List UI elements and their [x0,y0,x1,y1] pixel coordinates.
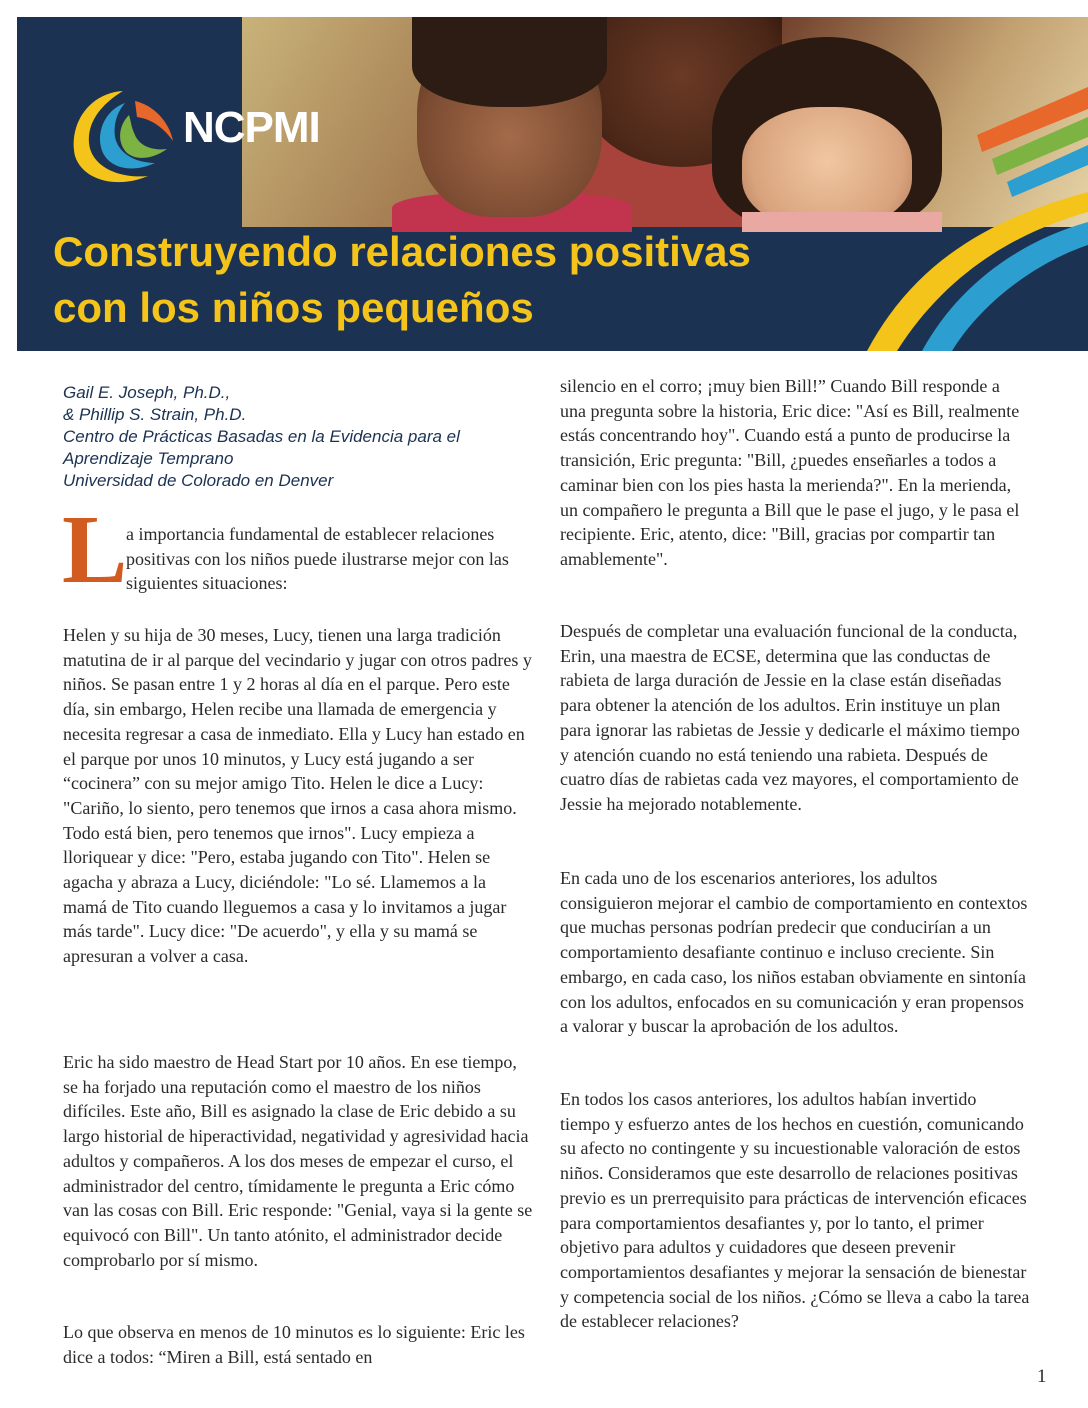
body-paragraph: En todos los casos anteriores, los adultos habían invertido tiempo y esfuerzo antes de los hechos en cuestión, comunicando su afecto no contingente y su incuestionable valoración de estos niños. Consideramos que este desarrollo de relaciones positivas previo es un prerrequisito para prácticas de intervención eficaces para comportamientos desafiantes y, por lo tanto, el primer objetivo para adultos y cuidadores que deseen prevenir comportamientos desafiantes y mejorar la sensación de bienestar y competencia social de los niños. ¿Cómo se lleva a cabo la tarea de establecer relaciones? [560,1089,1030,1332]
author-affiliation: Centro de Prácticas Basadas en la Evidencia para el [63,427,460,446]
intro-paragraph: a importancia fundamental de establecer relaciones positivas con los niños puede ilustrarse mejor con las siguientes situaciones: [126,524,509,594]
author-line: & Phillip S. Strain, Ph.D. [63,405,247,424]
ncpmi-logo-swirl-icon [63,81,183,191]
ncpmi-logo [63,81,353,191]
body-paragraph: silencio en el corro; ¡muy bien Bill!” Cuando Bill responde a una pregunta sobre la historia, Eric dice: "Así es Bill, realmente estás concentrando hoy". Cuando está a punto de producirse la transición, Eric pregunta: "Bill, ¿puedes enseñarles a todos a caminar bien con los pies hasta la merienda?". En la merienda, un compañero le pregunta a Bill que le pase el jugo, y le pasa el recipiente. Eric, atento, dice: "Bill, gracias por compartir tan amablemente". [560,376,1020,569]
author-affiliation: Aprendizaje Temprano [63,449,234,468]
page-title [53,224,873,336]
author-line: Gail E. Joseph, Ph.D., [63,383,231,402]
body-paragraph: En cada uno de los escenarios anteriores, los adultos consiguieron mejorar el cambio de comportamiento en contextos que muchas personas podrían predecir que conducirían a un comportamiento desafiante continuo e incluso creciente. Sin embargo, en cada caso, los niños estaban obviamente en sintonía con los adultos, enfocados en su comunicación y eran propensos a valorar y buscar la aprobación de los adultos. [560,868,1028,1037]
body-paragraph: Helen y su hija de 30 meses, Lucy, tienen una larga tradición matutina de ir al parque del vecindario y jugar con otros padres y niños. Se pasan entre 1 y 2 horas al día en el parque. Pero este día, sin embargo, Helen recibe una llamada de emergencia y necesita regresar a casa de inmediato. Ella y Lucy han estado en el parque por unos 10 minutos, y Lucy está jugando a ser “cocinera” con su mejor amigo Tito. Helen le dice a Lucy: "Cariño, lo siento, pero tenemos que irnos a casa ahora mismo. Todo está bien, pero tenemos que irnos". Lucy empieza a lloriquear y dice: "Pero, estaba jugando con Tito". Helen se agacha y abraza a Lucy, diciéndole: "Lo sé. Llamemos a la mamá de Tito cuando lleguemos a casa y lo invitamos a jugar más tarde". Lucy dice: "De acuerdo", y ella y su mamá se apresuran a volver a casa. [63,625,532,967]
author-block [63,382,543,492]
body-paragraph: Lo que observa en menos de 10 minutos es lo siguiente: Eric les dice a todos: “Miren a Bill, está sentado en [63,1322,525,1367]
page-title-line-2: con los niños pequeños [53,284,534,331]
body-paragraph: Después de completar una evaluación funcional de la conducta, Erin, una maestra de ECSE, determina que las conductas de rabieta de larga duración de Jessie en la clase están diseñadas para obtener la atención de los adultos. Erin instituye un plan para ignorar las rabietas de Jessie y dedicarle el máximo tiempo y atención cuando no está teniendo una rabieta. Después de cuatro días de rabietas cada vez mayores, el comportamiento de Jessie ha mejorado notablemente. [560,621,1020,814]
author-affiliation: Universidad de Colorado en Denver [63,471,334,490]
ncpmi-logo-text: NCPMI [183,103,320,152]
page-number: 1 [1037,1366,1047,1387]
header-banner [17,17,1088,351]
body-paragraph: Eric ha sido maestro de Head Start por 10 años. En ese tiempo, se ha forjado una reputación como el maestro de los niños difíciles. Este año, Bill es asignado la clase de Eric debido a su largo historial de hiperactividad, negatividad y agresividad hacia adultos y compañeros. A los dos meses de empezar el curso, el administrador del centro, tímidamente le pregunta a Eric cómo van las cosas con Bill. Eric responde: "Genial, vaya si la gente se equivocó con Bill". Un tanto atónito, el administrador decide comprobarlo por sí mismo. [63,1052,533,1270]
page-title-line-1: Construyendo relaciones positivas [53,228,751,275]
drop-cap: L [62,496,128,604]
